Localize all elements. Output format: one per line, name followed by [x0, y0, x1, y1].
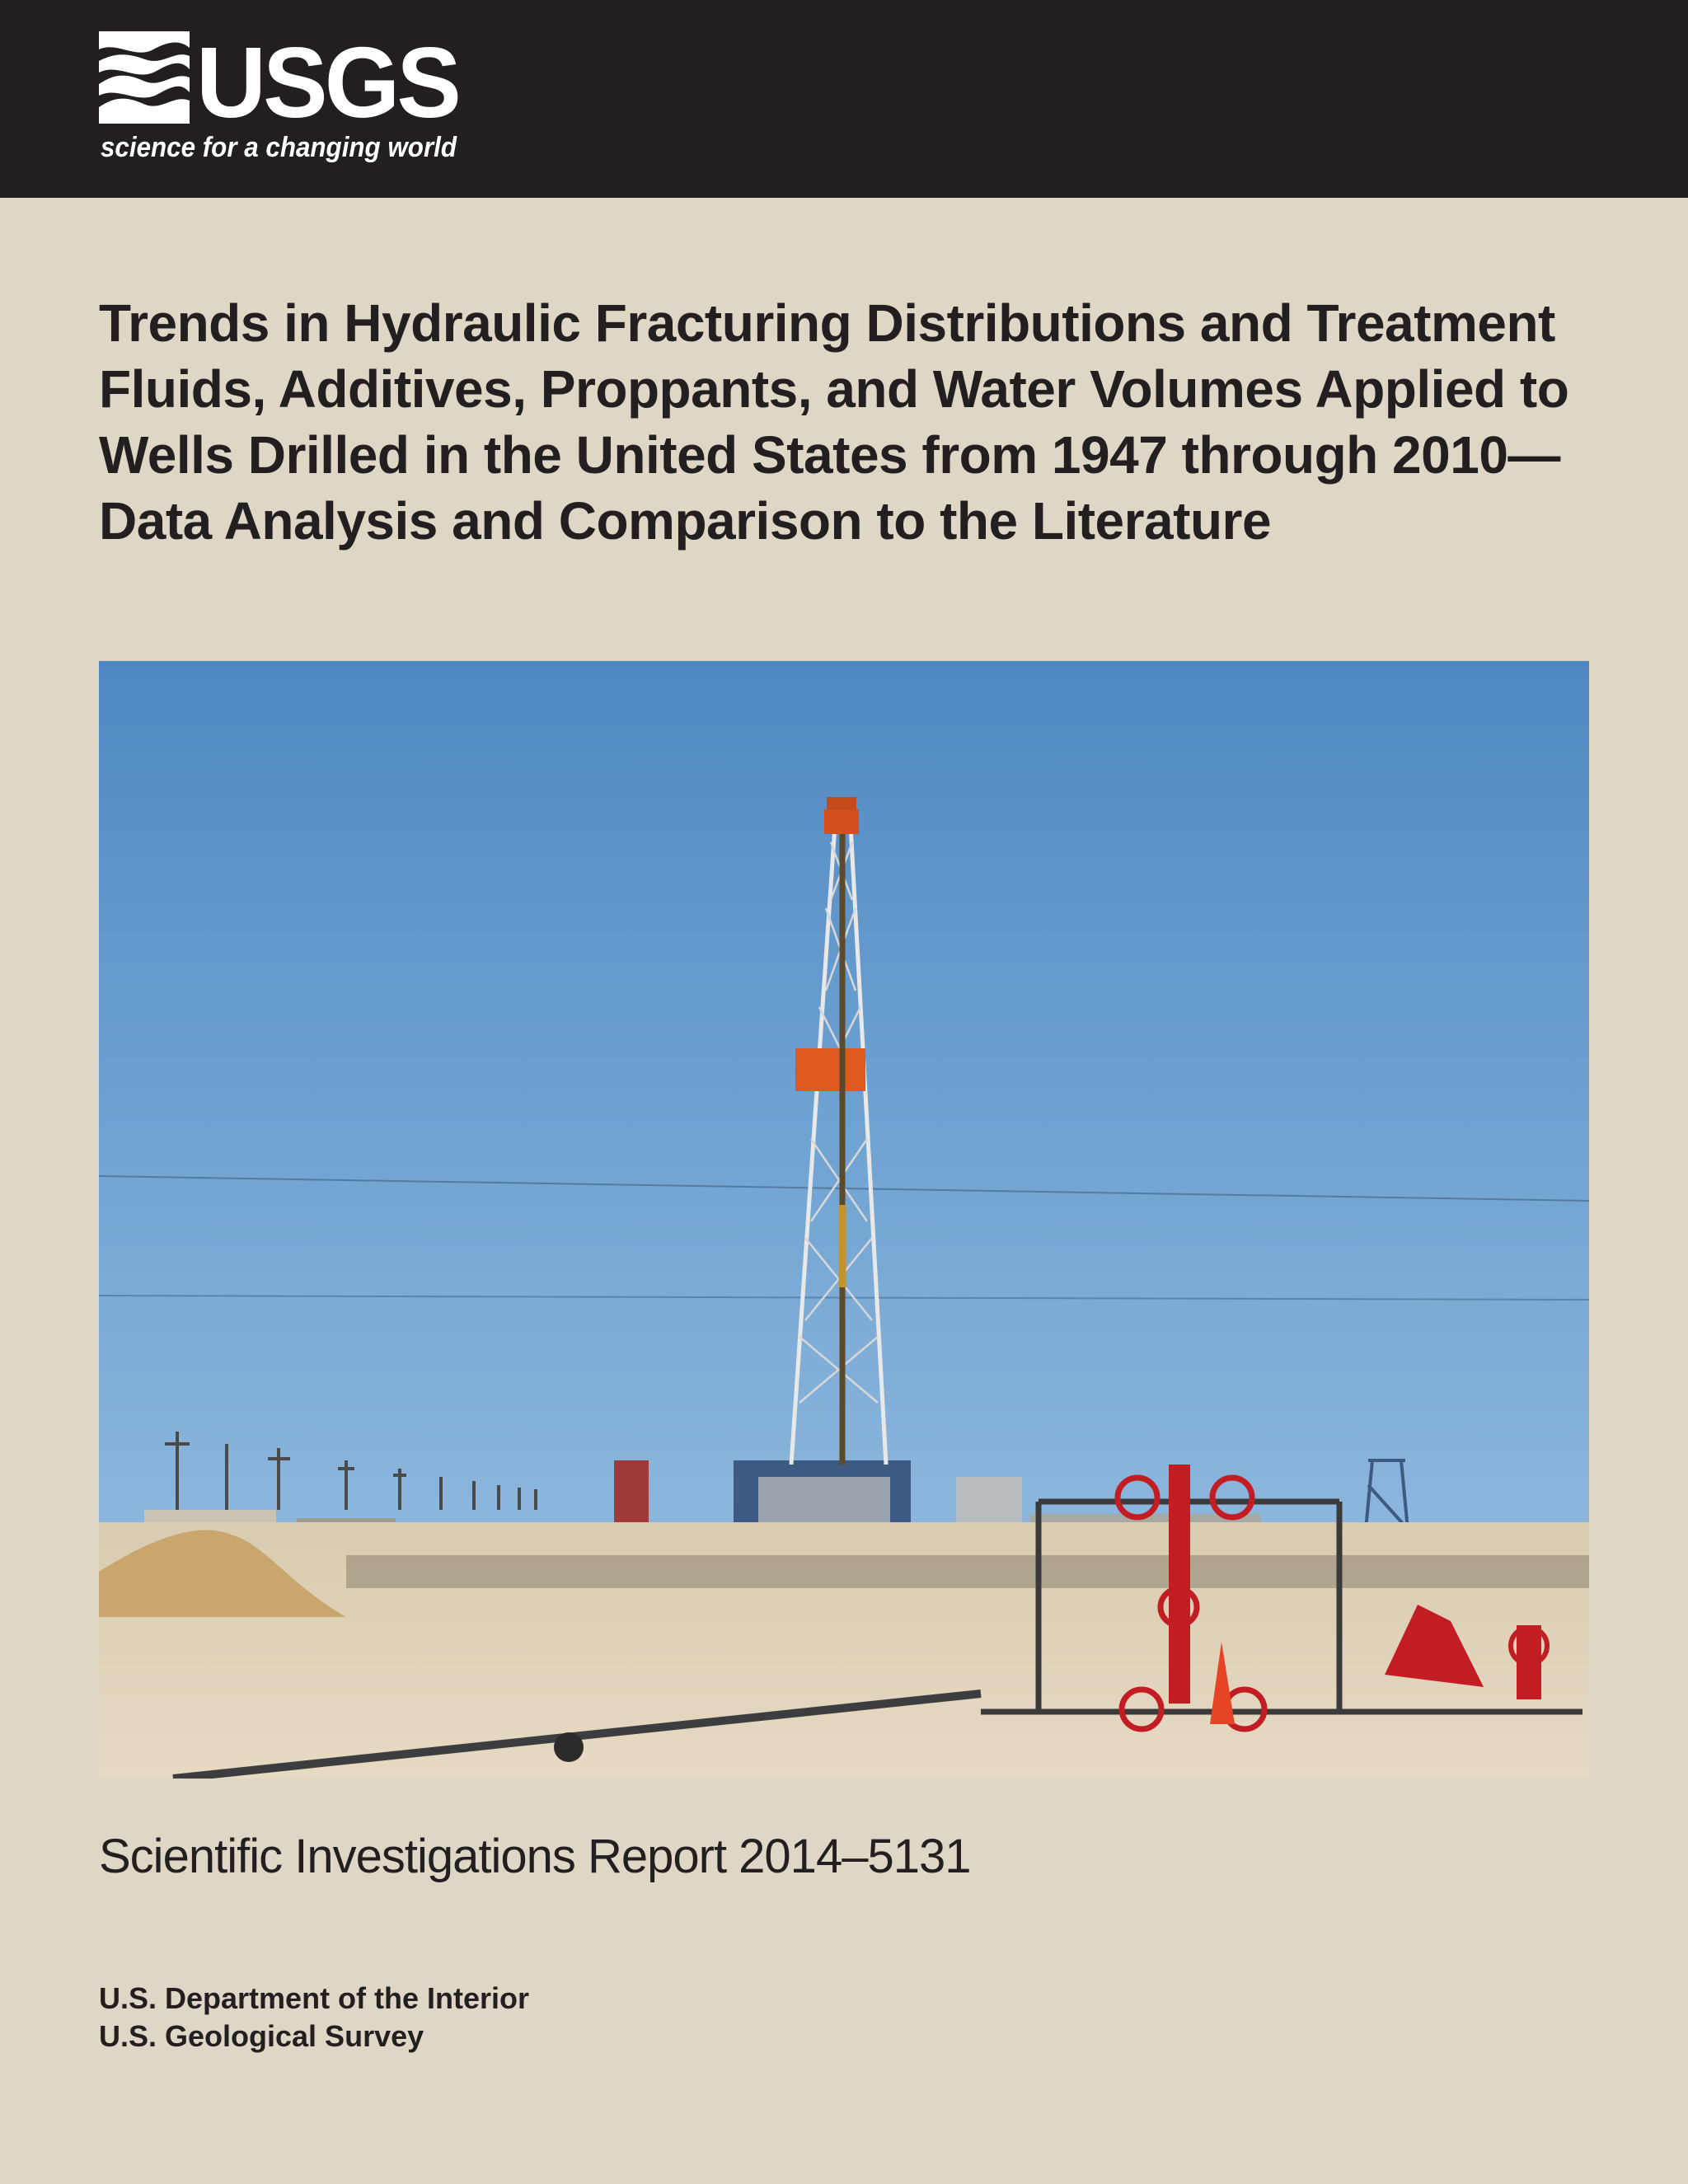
report-series-number: Scientific Investigations Report 2014–5131 [99, 1830, 971, 1883]
logo-wordmark: USGS [196, 31, 458, 138]
survey-name: U.S. Geological Survey [99, 2019, 424, 2053]
agency-block [99, 1980, 529, 2055]
usgs-logo [99, 31, 462, 167]
department-name: U.S. Department of the Interior [99, 1981, 530, 2015]
logo-tagline: science for a changing world [101, 132, 458, 163]
report-title: Trends in Hydraulic Fracturing Distributions and Treatment Fluids, Additives, Proppants, and Water Volumes Applied to Wells Drilled in the United States from 1947 through 2010—Data Analysis and Comparison to the Literature [99, 293, 1569, 551]
top-banner [0, 0, 1688, 198]
usgs-wave-emblem-icon [99, 31, 190, 124]
cover-photo-drilling-rig [99, 661, 1589, 1779]
